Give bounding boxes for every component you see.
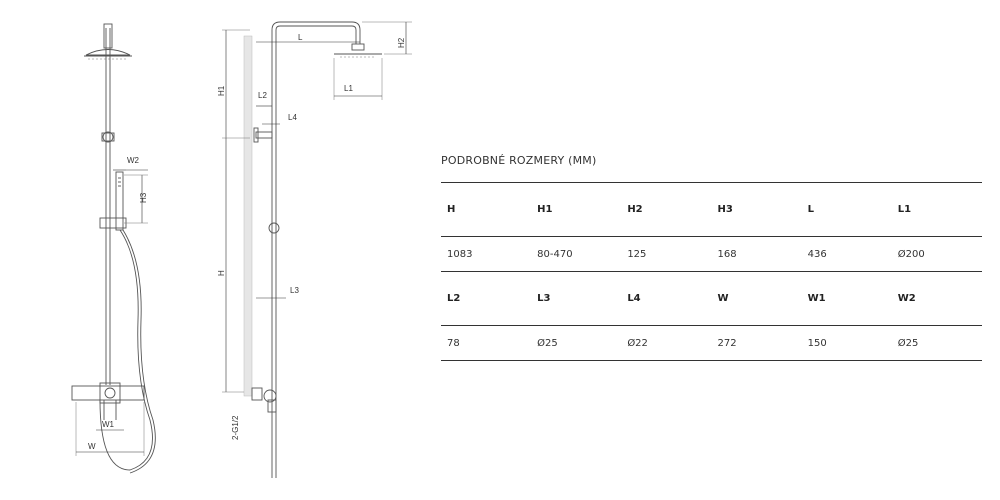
label-l3: L3 bbox=[290, 286, 299, 295]
table-cell: Ø22 bbox=[627, 337, 648, 349]
spec-table-section bbox=[441, 150, 982, 361]
table-cell: 78 bbox=[447, 337, 460, 349]
label-l: L bbox=[298, 33, 303, 42]
table-cell: 125 bbox=[627, 248, 647, 260]
table-header-cell: H2 bbox=[627, 204, 643, 215]
label-w2: W2 bbox=[127, 156, 139, 165]
label-h: H bbox=[217, 270, 226, 276]
dimension-table bbox=[441, 182, 982, 361]
table-cell: Ø200 bbox=[897, 248, 925, 260]
label-l2: L2 bbox=[258, 91, 267, 100]
table-cell: 80-470 bbox=[537, 248, 573, 260]
table-row bbox=[441, 237, 982, 272]
table-header-cell: L2 bbox=[447, 293, 461, 304]
spec-title: PODROBNÉ ROZMERY (MM) bbox=[441, 154, 597, 167]
table-row bbox=[441, 326, 982, 361]
table-cell: 168 bbox=[717, 248, 737, 260]
table-header-cell: H1 bbox=[537, 204, 553, 215]
table-header-cell: L4 bbox=[627, 293, 641, 304]
shower-dimension-drawing bbox=[0, 0, 430, 500]
table-header-row bbox=[441, 183, 982, 237]
table-header-cell: H bbox=[447, 204, 456, 215]
table-header-cell: L bbox=[807, 204, 814, 215]
table-cell: 150 bbox=[807, 337, 827, 349]
side-view bbox=[217, 22, 412, 478]
table-header-cell: W1 bbox=[807, 293, 826, 304]
table-header-cell: W2 bbox=[897, 293, 916, 304]
table-cell: 1083 bbox=[447, 248, 473, 260]
table-header-cell: L3 bbox=[537, 293, 551, 304]
table-header-cell: H3 bbox=[717, 204, 733, 215]
table-header-row bbox=[441, 272, 982, 326]
label-l1: L1 bbox=[344, 84, 353, 93]
label-thread: 2-G1/2 bbox=[231, 415, 240, 440]
label-w1: W1 bbox=[102, 420, 114, 429]
table-cell: 272 bbox=[717, 337, 737, 349]
table-cell: Ø25 bbox=[537, 337, 558, 349]
front-view bbox=[72, 24, 155, 473]
table-header-cell: W bbox=[717, 293, 729, 304]
label-h3: H3 bbox=[139, 192, 148, 203]
table-header-cell: L1 bbox=[897, 204, 912, 215]
label-w: W bbox=[88, 442, 96, 451]
label-l4: L4 bbox=[288, 113, 297, 122]
label-h1: H1 bbox=[217, 85, 226, 96]
table-cell: Ø25 bbox=[897, 337, 919, 349]
table-cell: 436 bbox=[807, 248, 827, 260]
label-h2: H2 bbox=[397, 37, 406, 48]
